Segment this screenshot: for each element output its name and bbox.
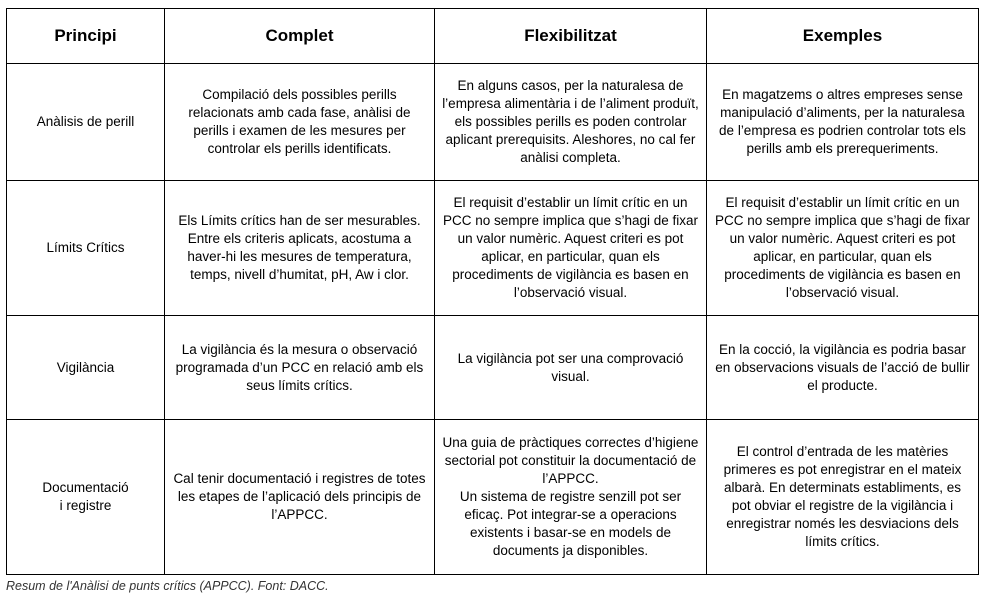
appcc-summary-table: [6, 8, 979, 575]
flexibilitzat-cell: El requisit d’establir un límit crític en un PCC no sempre implica que s’hagi de fixar un valor numèric. Aquest criteri es pot aplicar, en particular, quan els procediments de vigilància es basen en l’observació visual.: [435, 181, 707, 316]
flexibilitzat-cell: En alguns casos, per la naturalesa de l’empresa alimentària i de l’aliment produït, els possibles perills es poden controlar aplicant prerequisits. Aleshores, no cal fer anàlisi completa.: [435, 64, 707, 181]
header-flexibilitzat: Flexibilitzat: [435, 9, 707, 64]
flexibilitzat-cell: Una guia de pràctiques correctes d’higiene sectorial pot constituir la documentació de l’APPCC. Un sistema de registre senzill pot ser eficaç. Pot integrar-se a operacions existents i basar-se en models de documents ja disponibles.: [435, 420, 707, 575]
header-complet: Complet: [165, 9, 435, 64]
principle-cell: Documentació i registre: [7, 420, 165, 575]
exemples-cell: El control d’entrada de les matèries primeres es pot enregistrar en el mateix albarà. En determinats establiments, es pot obviar el registre de la vigilància i enregistrar només les desviacions dels límits crítics.: [707, 420, 979, 575]
table-row: [7, 64, 979, 181]
table-row: [7, 316, 979, 420]
principle-cell: Anàlisis de perill: [7, 64, 165, 181]
principle-cell: Vigilància: [7, 316, 165, 420]
flexibilitzat-cell: La vigilància pot ser una comprovació visual.: [435, 316, 707, 420]
header-principi: Principi: [7, 9, 165, 64]
table-caption: Resum de l'Anàlisi de punts crítics (APPCC). Font: DACC.: [6, 579, 329, 593]
table-row: [7, 420, 979, 575]
table-row: [7, 181, 979, 316]
exemples-cell: En la cocció, la vigilància es podria basar en observacions visuals de l’acció de bullir el producte.: [707, 316, 979, 420]
header-exemples: Exemples: [707, 9, 979, 64]
principle-cell: Límits Crítics: [7, 181, 165, 316]
complet-cell: La vigilància és la mesura o observació programada d’un PCC en relació amb els seus límits crítics.: [165, 316, 435, 420]
complet-cell: Cal tenir documentació i registres de totes les etapes de l’aplicació dels principis de l’APPCC.: [165, 420, 435, 575]
table-header-row: [7, 9, 979, 64]
exemples-cell: El requisit d’establir un límit crític en un PCC no sempre implica que s’hagi de fixar un valor numèric. Aquest criteri es pot aplicar, en particular, quan els procediments de vigilància es basen en l’observació visual.: [707, 181, 979, 316]
exemples-cell: En magatzems o altres empreses sense manipulació d’aliments, per la naturalesa de l’empresa es podrien controlar tots els perills amb els prerequeriments.: [707, 64, 979, 181]
complet-cell: Compilació dels possibles perills relacionats amb cada fase, anàlisi de perills i examen de les mesures per controlar els perills identificats.: [165, 64, 435, 181]
complet-cell: Els Límits crítics han de ser mesurables. Entre els criteris aplicats, acostuma a haver-hi les mesures de temperatura, temps, nivell d’humitat, pH, Aw i clor.: [165, 181, 435, 316]
